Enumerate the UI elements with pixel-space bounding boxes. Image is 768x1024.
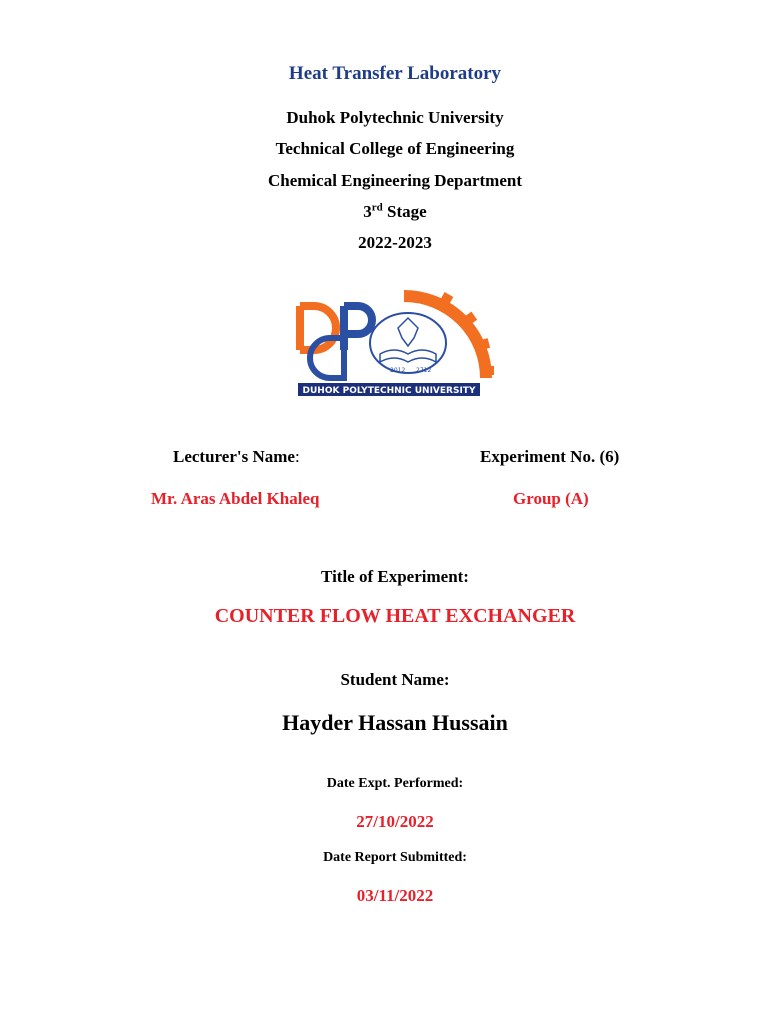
date-performed-label: Date Expt. Performed: [326, 776, 464, 791]
experiment-number: Experiment No. (6) [480, 447, 620, 466]
book-emblem-icon [370, 313, 446, 374]
stage-suffix: rd [371, 201, 383, 214]
experiment-title-label: Title of Experiment: [321, 567, 469, 586]
student-name: Hayder Hassan Hussain [282, 710, 508, 735]
logo-year-left: 2012 [390, 367, 406, 374]
dpu-monogram-icon [300, 306, 372, 378]
student-name-label: Student Name: [340, 670, 450, 689]
date-performed: 27/10/2022 [356, 812, 434, 831]
lab-title: Heat Transfer Laboratory [288, 63, 502, 84]
department-name: Chemical Engineering Department [267, 171, 523, 190]
logo-banner-text: DUHOK POLYTECHNIC UNIVERSITY [302, 386, 476, 396]
university-name: Duhok Polytechnic University [286, 108, 504, 127]
group-label: Group (A) [513, 489, 589, 508]
university-logo [296, 288, 496, 398]
stage [0, 202, 768, 222]
experiment-title: COUNTER FLOW HEAT EXCHANGER [214, 605, 576, 627]
date-submitted-label: Date Report Submitted: [323, 850, 467, 865]
logo-year-right: 2712 [416, 367, 432, 374]
college-name: Technical College of Engineering [275, 139, 515, 158]
lecturer-name: Mr. Aras Abdel Khaleq [151, 489, 320, 508]
stage-number: 3 [363, 202, 372, 221]
lecturer-label: Lecturer's Name: [173, 447, 300, 466]
stage-word: Stage [387, 202, 427, 221]
academic-year: 2022-2023 [358, 233, 432, 252]
gear-arc-icon [404, 292, 494, 378]
date-submitted: 03/11/2022 [356, 886, 434, 905]
